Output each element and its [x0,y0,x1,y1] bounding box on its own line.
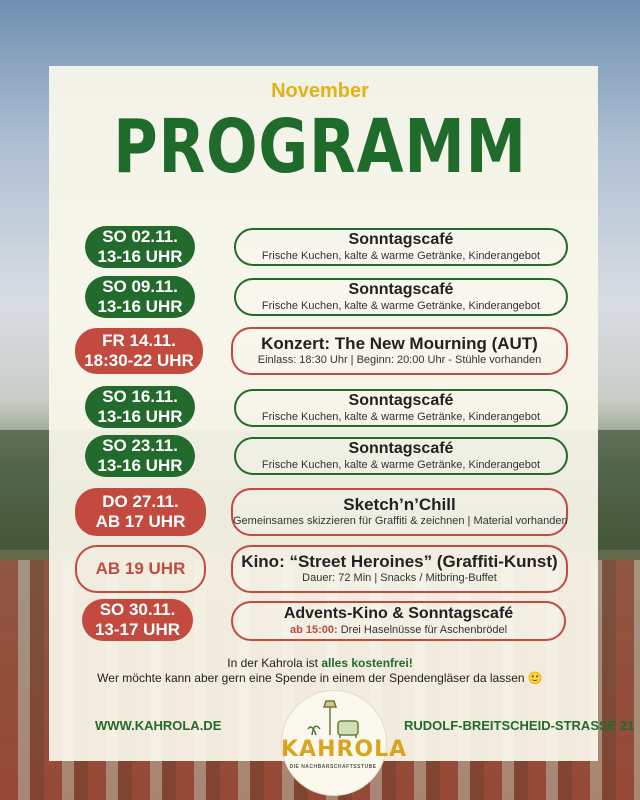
footer-line-1 [0,656,640,671]
event-title: Sonntagscafé [348,231,454,248]
event-title: Advents-Kino & Sonntagscafé [283,605,514,622]
event-title: Sonntagscafé [348,281,454,298]
event-details [233,623,564,637]
logo-name: KAHROLA [281,737,408,762]
date-time: AB 19 UHR [95,559,186,578]
event-card [234,228,568,266]
event-card [231,545,568,593]
date-badge [85,435,195,477]
event-card [231,601,566,641]
website-link[interactable]: WWW.KAHROLA.DE [95,718,222,733]
date-day: SO 09.11. [102,277,178,296]
event-details: Dauer: 72 Min | Snacks / Mitbring-Buffet [302,572,497,584]
event-details: Einlass: 18:30 Uhr | Beginn: 20:00 Uhr - Stühle vorhanden [257,354,542,366]
event-title: Konzert: The New Mourning (AUT) [261,334,538,353]
logo-tagline: DIE NACHBARSCHAFTSSTUBE [289,764,377,770]
date-time: 18:30-22 UHR [84,351,194,370]
event-card [234,278,568,316]
footer-note [0,656,640,686]
event-start-time: ab 15:00: [289,624,338,636]
date-time: 13-16 UHR [97,297,183,316]
event-card [234,389,568,427]
address-text: RUDOLF-BREITSCHEID-STRASSE 21 [404,718,635,733]
event-title: Sketch’n’Chill [343,495,456,514]
date-badge [85,226,195,268]
event-card [234,437,568,475]
date-time: 13-16 UHR [97,456,183,475]
free-highlight: alles kostenfrei! [321,656,413,670]
date-day: SO 02.11. [102,227,178,246]
event-title: Kino: “Street Heroines” (Graffiti-Kunst) [241,552,558,571]
event-title: Sonntagscafé [348,440,454,457]
date-time: 13-16 UHR [97,407,183,426]
date-badge [85,386,195,428]
event-card [231,327,568,375]
event-details-text: Drei Haselnüsse für Aschenbrödel [337,624,508,636]
event-details: Frische Kuchen, kalte & warme Getränke, Kinderangebot [261,300,541,312]
date-day: SO 16.11. [102,387,178,406]
date-day: DO 27.11. [102,492,179,511]
date-day: FR 14.11. [102,331,176,350]
date-day: SO 30.11. [99,600,176,619]
event-card [231,488,568,536]
date-day: SO 23.11. [102,436,178,455]
date-badge [75,328,203,374]
date-time: AB 17 UHR [95,512,186,531]
date-badge [75,545,206,593]
program-title: PROGRAMM [113,104,527,190]
event-details: Frische Kuchen, kalte & warme Getränke, Kinderangebot [261,250,541,262]
month-label: November [271,80,369,102]
footer-line-2: Wer möchte kann aber gern eine Spende in einem der Spendengläser da lassen 🙂 [97,671,543,685]
event-details: Frische Kuchen, kalte & warme Getränke, Kinderangebot [261,459,541,471]
date-badge [85,276,195,318]
footer-text: In der Kahrola ist [227,656,322,670]
event-details: Gemeinsames skizzieren für Graffiti & zeichnen | Material vorhanden [233,515,568,527]
date-badge [75,488,206,536]
date-time: 13-17 UHR [94,620,181,639]
event-title: Sonntagscafé [348,392,454,409]
date-badge [82,599,193,641]
event-details: Frische Kuchen, kalte & warme Getränke, Kinderangebot [261,411,541,423]
date-time: 13-16 UHR [97,247,183,266]
